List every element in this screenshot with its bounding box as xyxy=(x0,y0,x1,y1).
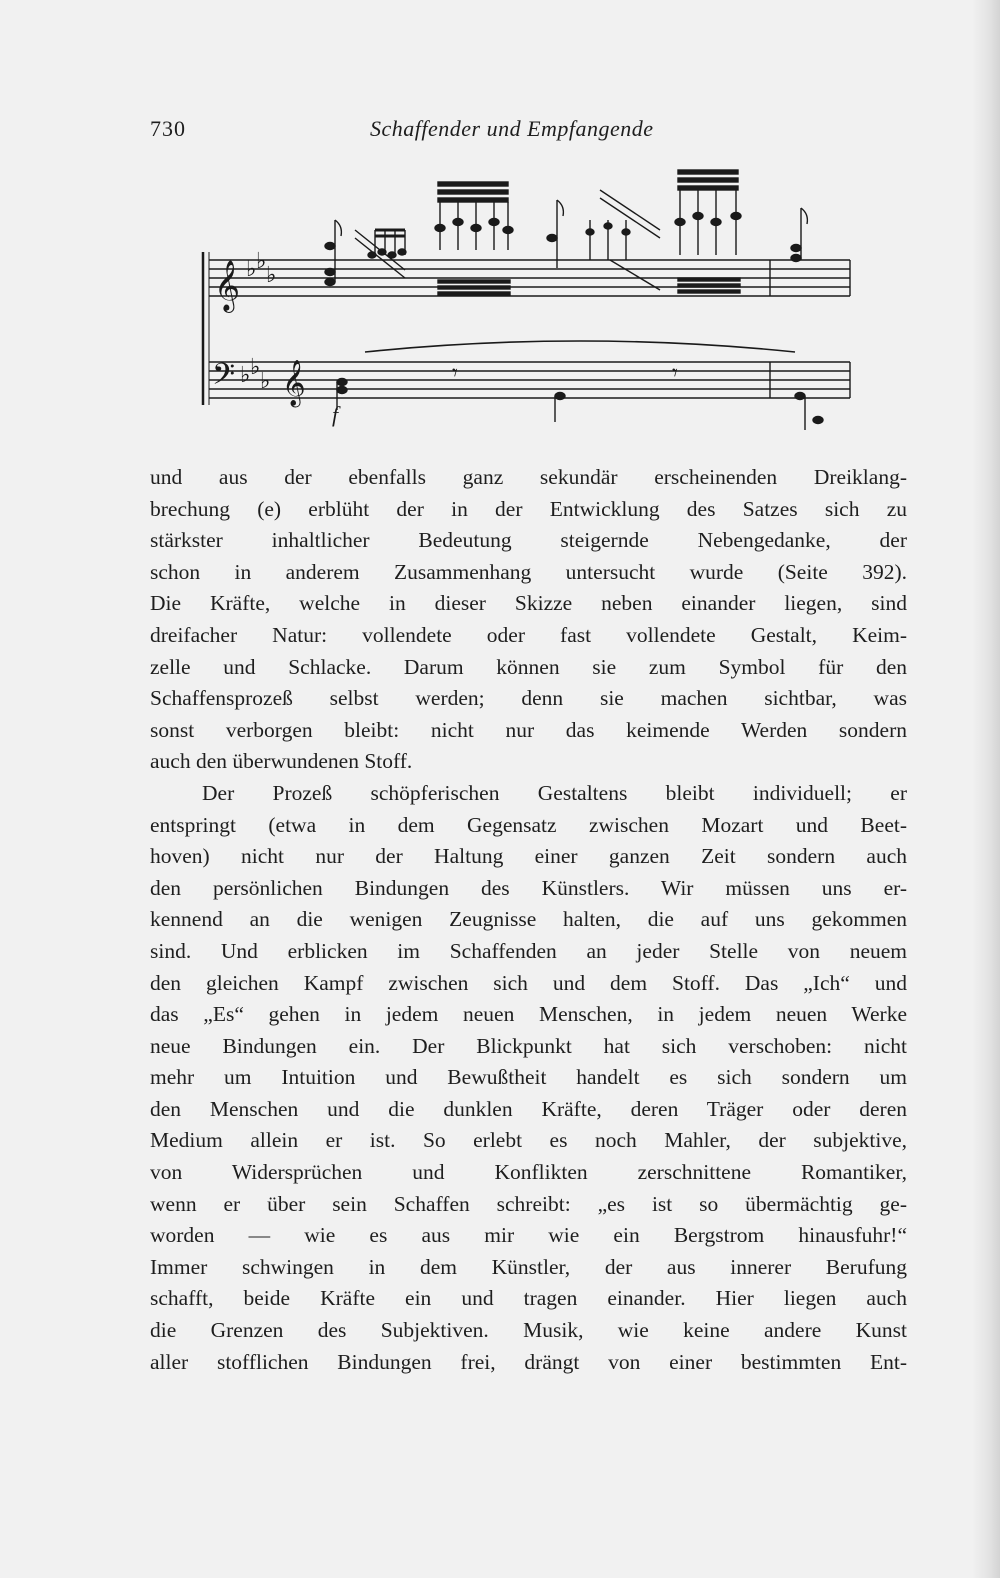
text-line: zelle und Schlacke. Darum können sie zum Symbol für den xyxy=(150,654,907,679)
text-line: worden — wie es aus mir wie ein Bergstrom hinausfuhr!“ xyxy=(150,1223,907,1248)
treble-clef-change-icon: 𝄞 xyxy=(282,360,306,406)
text-line: den persönlichen Bindungen des Künstlers. Wir müssen uns er- xyxy=(150,875,907,900)
text-line: Immer schwingen in dem Künstler, der aus innerer Berufung xyxy=(150,1254,907,1279)
svg-text:♭: ♭ xyxy=(250,355,261,380)
text-line: sonst verborgen bleibt: nicht nur das keimende Werden sondern xyxy=(150,717,907,742)
music-example xyxy=(190,160,870,450)
text-line: wenn er über sein Schaffen schreibt: „es ist so übermächtig ge- xyxy=(150,1191,907,1216)
text-line: das „Es“ gehen in jedem neuen Menschen, in jedem neuen Werke xyxy=(150,1002,907,1027)
text-line: Die Kräfte, welche in dieser Skizze neben einander liegen, sind xyxy=(150,591,907,616)
svg-text:♭: ♭ xyxy=(256,249,267,274)
text-line: sind. Und erblicken im Schaffenden an jeder Stelle von neuem xyxy=(150,938,907,963)
svg-text:♭: ♭ xyxy=(246,257,257,282)
body-text xyxy=(150,462,907,1378)
svg-text:𝄾: 𝄾 xyxy=(672,360,678,385)
treble-clef-icon: 𝄞 xyxy=(214,260,241,311)
text-line: hoven) nicht nur der Haltung einer ganzen Zeit sondern auch xyxy=(150,844,907,869)
dynamic-marking: f xyxy=(332,402,339,427)
text-line: mehr um Intuition und Bewußtheit handelt es sich sondern um xyxy=(150,1065,907,1090)
text-line: stärkster inhaltlicher Bedeutung steigernde Nebengedanke, der xyxy=(150,528,907,553)
page-number: 730 xyxy=(150,116,186,141)
page-header xyxy=(150,116,910,150)
svg-text:♭: ♭ xyxy=(266,263,277,288)
page-edge-shadow xyxy=(972,0,1000,1578)
text-line: Der Prozeß schöpferischen Gestaltens bleibt individuell; er xyxy=(202,780,907,805)
running-title: Schaffender und Empfangende xyxy=(370,116,654,141)
text-line: den Menschen und die dunklen Kräfte, deren Träger oder deren xyxy=(150,1096,907,1121)
svg-text:♭: ♭ xyxy=(260,369,271,394)
text-line: entspringt (etwa in dem Gegensatz zwischen Mozart und Beet- xyxy=(150,812,907,837)
text-line: Medium allein er ist. So erlebt es noch Mahler, der subjektive, xyxy=(150,1128,907,1153)
text-line: dreifacher Natur: vollendete oder fast vollendete Gestalt, Keim- xyxy=(150,622,907,647)
text-line: den gleichen Kampf zwischen sich und dem Stoff. Das „Ich“ und xyxy=(150,970,907,995)
text-line: schon in anderem Zusammenhang untersucht wurde (Seite 392). xyxy=(150,559,907,584)
text-line: kennend an die wenigen Zeugnisse halten, die auf uns gekommen xyxy=(150,907,907,932)
text-line: und aus der ebenfalls ganz sekundär erscheinenden Dreiklang- xyxy=(150,465,907,489)
svg-text:♭: ♭ xyxy=(240,363,251,388)
text-line: neue Bindungen ein. Der Blickpunkt hat sich verschoben: nicht xyxy=(150,1033,907,1058)
text-line: aller stofflichen Bindungen frei, drängt von einer bestimmten Ent- xyxy=(150,1349,907,1374)
text-line: von Widersprüchen und Konflikten zerschnittene Romantiker, xyxy=(150,1160,907,1185)
paragraph-2 xyxy=(150,778,907,1378)
treble-staff xyxy=(209,260,850,296)
bass-clef-icon: 𝄢 xyxy=(212,358,236,399)
text-line: auch den überwundenen Stoff. xyxy=(150,749,413,774)
text-line: brechung (e) erblüht der in der Entwicklung des Satzes sich zu xyxy=(150,496,907,521)
paragraph-1 xyxy=(150,462,907,778)
text-line: schafft, beide Kräfte ein und tragen einander. Hier liegen auch xyxy=(150,1286,907,1311)
text-line: die Grenzen des Subjektiven. Musik, wie keine andere Kunst xyxy=(150,1318,907,1343)
text-line: Schaffensprozeß selbst werden; denn sie machen sichtbar, was xyxy=(150,686,907,711)
svg-text:𝄾: 𝄾 xyxy=(452,360,458,385)
